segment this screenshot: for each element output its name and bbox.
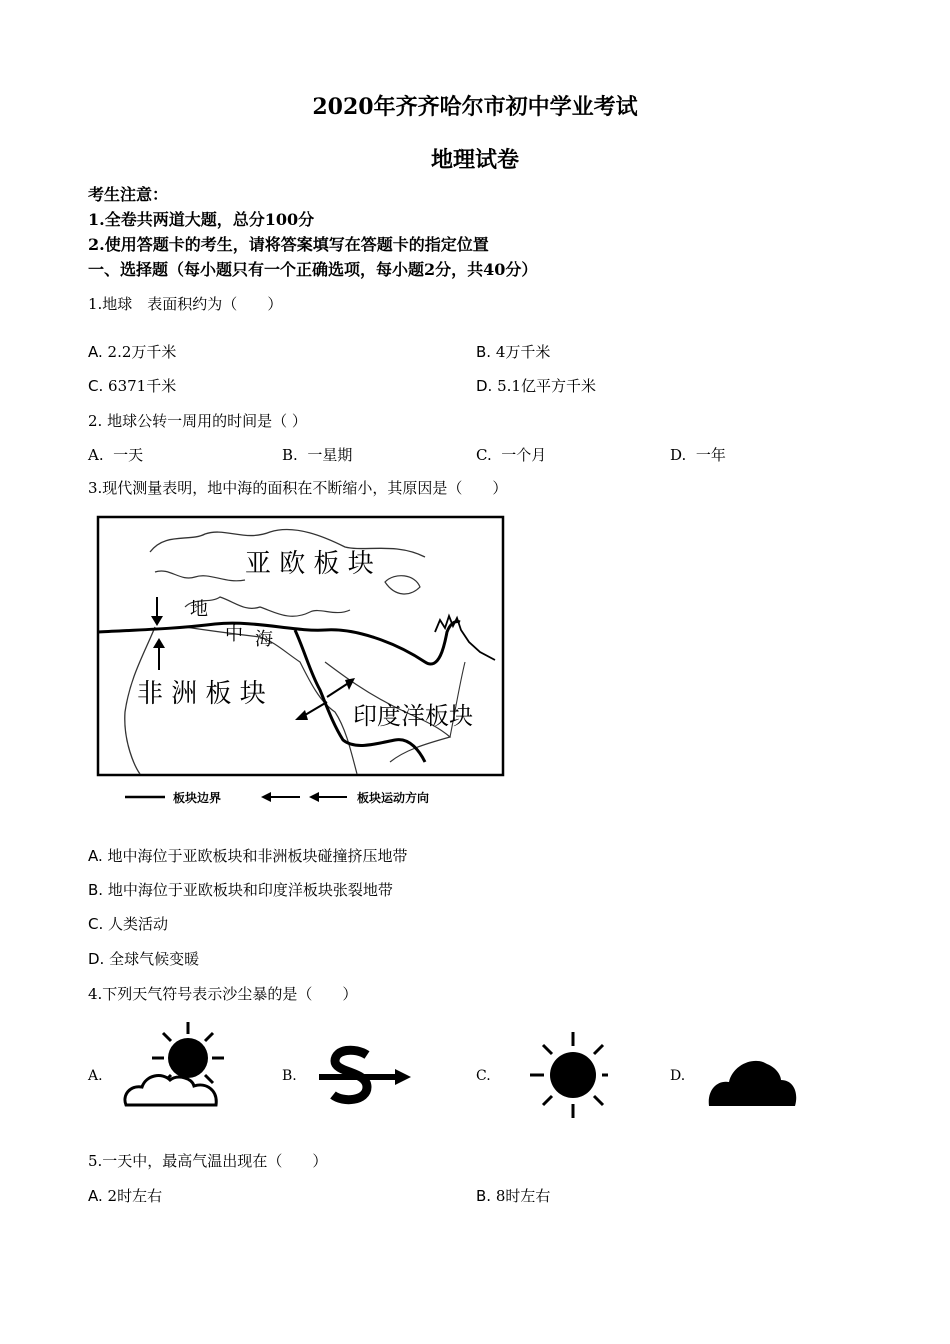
option-letter: A.	[88, 446, 104, 464]
label-med-sea-3: 海	[255, 629, 273, 650]
option-text: 一个月	[501, 446, 547, 464]
exam-subtitle: 地理试卷	[430, 147, 519, 173]
question-1-stem: 1.地球 表面积约为（ ）	[88, 295, 283, 313]
option-letter: C.	[476, 446, 492, 464]
option-letter: B.	[88, 881, 104, 899]
label-eurasian-plate: 亚 欧 板 块	[245, 549, 374, 579]
question-4-stem: 4.下列天气符号表示沙尘暴的是（ ）	[88, 985, 358, 1003]
q1-option-d	[476, 375, 596, 396]
option-text: 2时左右	[107, 1187, 163, 1205]
option-text: 2.2万千米	[107, 343, 177, 361]
q2-option-a	[88, 444, 143, 465]
option-letter: C.	[88, 915, 104, 933]
question-5-stem: 5.一天中，最高气温出现在（ ）	[88, 1152, 328, 1170]
label-med-sea-1: 地	[190, 599, 208, 620]
q1-option-b	[476, 341, 550, 362]
option-letter: B.	[282, 446, 298, 464]
q3-option-b	[88, 879, 393, 900]
section-heading: 一、选择题（每小题只有一个正确选项，每小题2分，共40分）	[88, 260, 538, 279]
option-text: 全球气候变暖	[109, 950, 200, 968]
q1-option-c	[88, 375, 176, 396]
sandstorm-symbol-icon	[315, 1045, 415, 1113]
notice-line-2: 2.使用答题卡的考生，请将答案填写在答题卡的指定位置	[88, 235, 489, 254]
option-text: 5.1亿平方千米	[497, 377, 596, 395]
notice-heading: 考生注意：	[88, 185, 169, 204]
option-letter: D.	[670, 446, 687, 464]
option-letter: D.	[88, 950, 105, 968]
q3-option-c	[88, 913, 168, 934]
q2-option-d	[670, 444, 726, 465]
option-text: 一星期	[307, 446, 353, 464]
option-letter: B.	[476, 343, 492, 361]
q4-option-a-label: A.	[88, 1068, 103, 1084]
option-text: 4万千米	[495, 343, 551, 361]
option-text: 一天	[113, 446, 144, 464]
option-letter: A.	[88, 847, 103, 865]
q1-option-a	[88, 341, 176, 362]
option-text: 地中海位于亚欧板块和印度洋板块张裂地带	[107, 881, 393, 899]
option-letter: B.	[476, 1187, 492, 1205]
exam-title: 2020年齐齐哈尔市初中学业考试	[312, 94, 638, 120]
option-text: 8时左右	[495, 1187, 551, 1205]
question-3-stem: 3.现代测量表明，地中海的面积在不断缩小，其原因是（ ）	[88, 479, 508, 497]
sun-behind-cloud-icon	[120, 1020, 235, 1112]
notice-line-1: 1.全卷共两道大题，总分100分	[88, 210, 315, 229]
label-african-plate: 非 洲 板 块	[137, 679, 266, 709]
cloudy-symbol-icon	[705, 1050, 800, 1110]
label-indian-plate: 印度洋板块	[353, 702, 473, 730]
q3-option-a	[88, 845, 408, 866]
option-letter: A.	[88, 343, 103, 361]
option-letter: D.	[476, 377, 493, 395]
option-letter: A.	[88, 1187, 103, 1205]
q4-option-c-label: C.	[476, 1068, 491, 1084]
option-text: 地中海位于亚欧板块和非洲板块碰撞挤压地带	[107, 847, 408, 865]
q2-option-b	[282, 444, 352, 465]
option-text: 一年	[695, 446, 726, 464]
q4-option-b-label: B.	[282, 1068, 297, 1084]
sunny-symbol-icon	[510, 1030, 610, 1120]
question-2-stem: 2. 地球公转一周用的时间是（ ）	[88, 412, 307, 430]
q3-option-d	[88, 948, 199, 969]
q5-option-a	[88, 1185, 162, 1206]
plate-tectonics-map	[95, 512, 515, 812]
option-text: 6371千米	[108, 377, 177, 395]
legend-arrow-1	[261, 792, 271, 802]
option-letter: C.	[88, 377, 104, 395]
q5-option-b	[476, 1185, 550, 1206]
legend-arrow-2	[309, 792, 319, 802]
q2-option-c	[476, 444, 546, 465]
legend-boundary-label: 板块边界	[173, 791, 222, 805]
legend-motion-label: 板块运动方向	[357, 791, 430, 805]
option-text: 人类活动	[108, 915, 169, 933]
q4-option-d-label: D.	[670, 1068, 686, 1084]
label-med-sea-2: 中	[225, 624, 243, 645]
